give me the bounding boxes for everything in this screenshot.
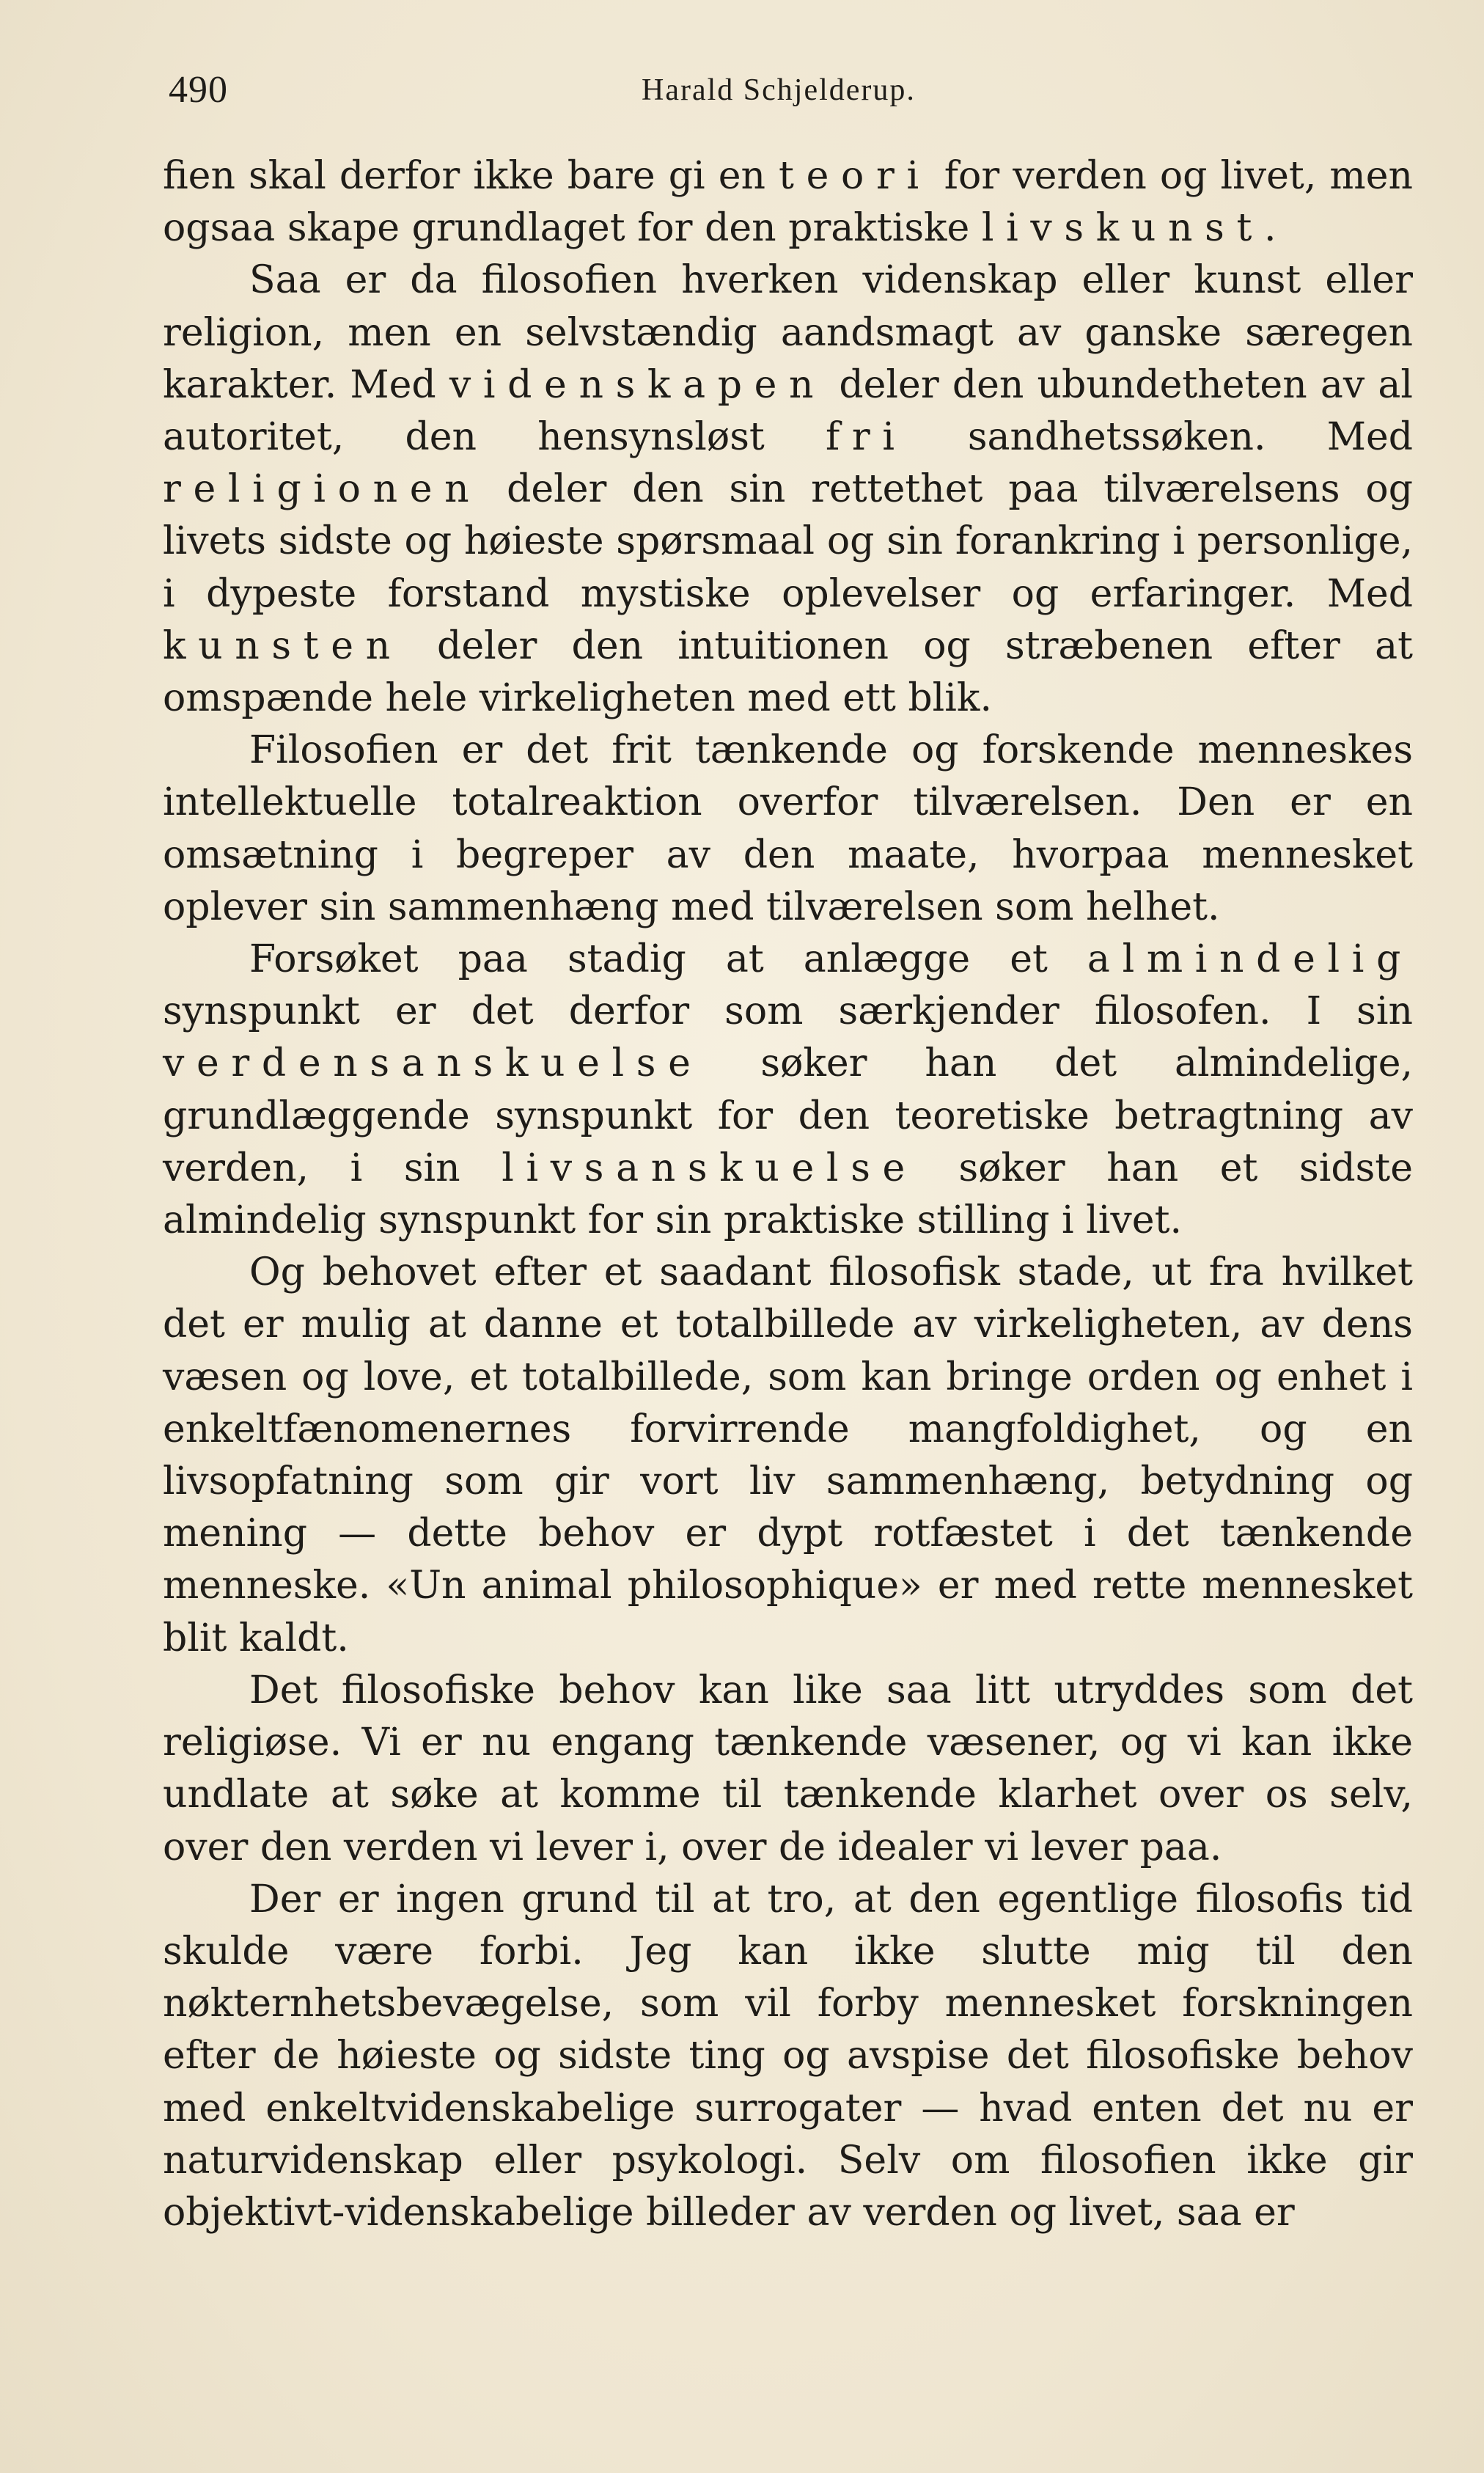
text-segment: .: [1264, 206, 1277, 251]
running-head: Harald Schjelderup.: [642, 73, 916, 107]
text-segment: Det filosofiske behov kan like saa litt utryddes som det religiøse. Vi er nu engang tænkende væsener, og vi kan ikke undlate at søke at komme til tænkende klarhet over os selv, over den verden vi lever i, over de idealer vi lever paa.: [163, 1668, 1413, 1869]
paragraph-1: [163, 150, 1413, 254]
text-segment: deler den sin rettethet paa tilværelsens og livets sidste og høieste spørsmaal og sin forankring i personlige, i dypeste forstand mystiske oplevelser og erfaringer. Med: [163, 467, 1413, 616]
text-segment: fien skal derfor ikke bare gi en: [163, 154, 779, 198]
page-header: [169, 65, 1396, 116]
text-segment: for verden og livet, men ogsaa skape grundlaget for den praktiske: [163, 154, 1413, 251]
emphasized-text: livsanskuelse: [502, 1146, 917, 1190]
paragraph-7: [163, 1874, 1413, 2239]
text-segment: søker han det almindelige, grundlæggende synspunkt for den teoretiske betragtning av verden, i sin: [163, 1041, 1413, 1190]
emphasized-text: religionen: [163, 467, 482, 512]
text-segment: søker han et sidste almindelig synspunkt for sin praktiske stilling i livet.: [163, 1146, 1413, 1243]
text-segment: Forsøket paa stadig at anlægge et: [249, 937, 1087, 982]
text-segment: deler den intuitionen og stræbenen efter at omspænde hele virkeligheten med ett blik.: [163, 623, 1413, 721]
text-segment: synspunkt er det derfor som særkjender filosofen. I sin: [163, 989, 1413, 1034]
emphasized-text: almindelig: [1087, 937, 1413, 982]
paragraph-6: [163, 1665, 1413, 1874]
text-segment: Og behovet efter et saadant filosofisk stade, ut fra hvilket det er mulig at danne et totalbillede av virkeligheten, av dens væsen og love, et totalbillede, som kan bringe orden og enhet i enkeltfænomenernes forvirrende mangfoldighet, og en livsopfatning som gir vort liv sammenhæng, betydning og mening — dette behov er dypt rotfæstet i det tænkende menneske. «Un animal philosophique» er med rette mennesket blit kaldt.: [163, 1250, 1413, 1660]
emphasized-text: verdensanskuelse: [163, 1041, 703, 1086]
text-segment: Filosofien er det frit tænkende og forskende menneskes intellektuelle totalreaktion overfor tilværelsen. Den er en omsætning i begreper av den maate, hvorpaa mennesket oplever sin sammenhæng med tilværelsen som helhet.: [163, 728, 1413, 929]
paragraph-3: [163, 725, 1413, 934]
emphasized-text: videnskapen: [449, 362, 826, 407]
emphasized-text: fri: [826, 415, 907, 460]
text-segment: deler den ubundetheten av al autoritet, den hensynsløst: [163, 362, 1413, 460]
paragraph-2: [163, 254, 1413, 725]
text-body: [163, 150, 1413, 2239]
text-segment: Saa er da filosofien hverken videnskap eller kunst eller religion, men en selvstændig aandsmagt av ganske særegen karakter. Med: [163, 258, 1413, 407]
paragraph-4: [163, 934, 1413, 1247]
text-segment: sandhetssøken. Med: [906, 415, 1413, 460]
page-number: 490: [169, 69, 228, 111]
paragraph-5: [163, 1247, 1413, 1665]
text-segment: Der er ingen grund til at tro, at den egentlige filosofis tid skulde være forbi. Jeg kan ikke slutte mig til den nøkternhetsbevægelse, som vil forby mennesket forskningen efter de høieste og sidste ting og avspise det filosofiske behov med enkeltvidenskabelige surrogater — hvad enten det nu er naturvidenskap eller psykologi. Selv om filosofien ikke gir objektivt-videnskabelige billeder av verden og livet, saa er: [163, 1877, 1413, 2235]
emphasized-text: livskunst: [981, 206, 1265, 251]
emphasized-text: teori: [779, 154, 931, 198]
emphasized-text: kunsten: [163, 623, 403, 668]
